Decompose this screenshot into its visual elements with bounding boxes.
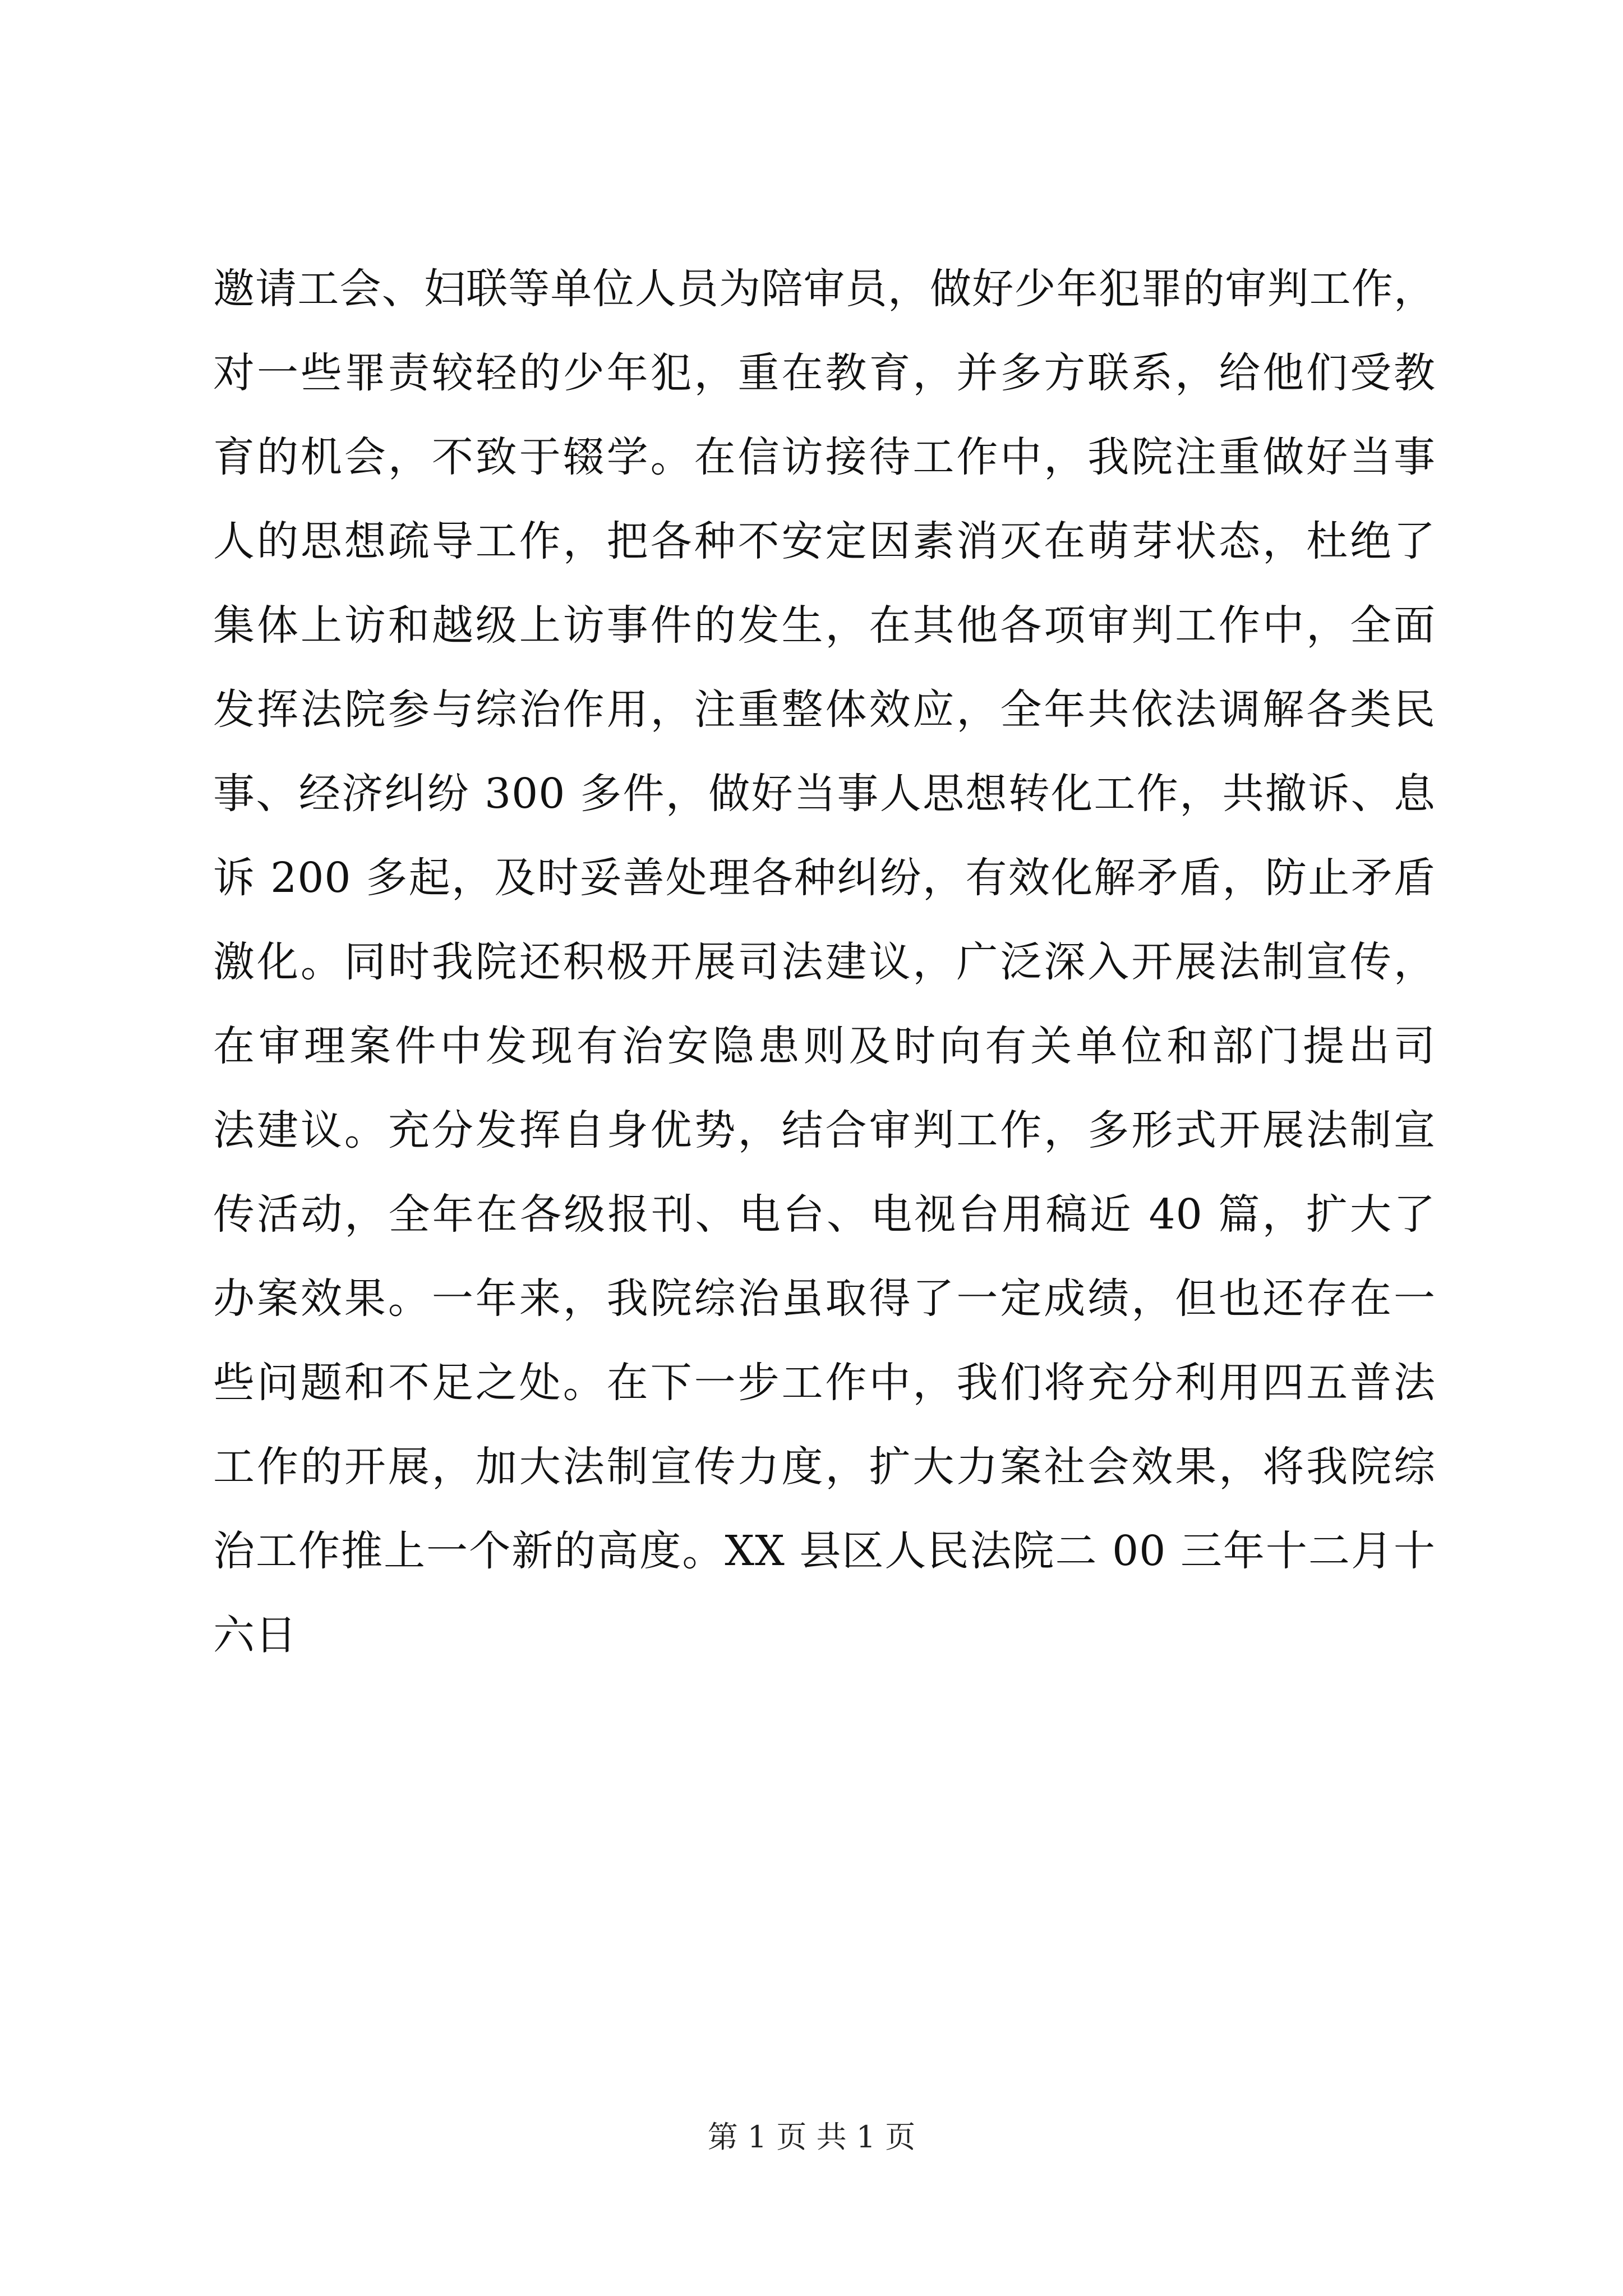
text-line: 治工作推上一个新的高度。XX 县区人民法院二 00 三年十二月十 xyxy=(213,1527,1436,1575)
text-line: 诉 200 多起，及时妥善处理各种纠纷，有效化解矛盾，防止矛盾 xyxy=(213,854,1436,902)
text-line: 发挥法院参与综治作用，注重整体效应，全年共依法调解各类民 xyxy=(213,685,1436,734)
text-line: 工作的开展，加大法制宣传力度，扩大力案社会效果，将我院综 xyxy=(213,1443,1436,1491)
document-body xyxy=(213,247,1436,1677)
text-line: 邀请工会、妇联等单位人员为陪审员，做好少年犯罪的审判工作， xyxy=(213,265,1436,313)
text-line-last: 六日 xyxy=(213,1611,297,1659)
text-line: 办案效果。一年来，我院综治虽取得了一定成绩，但也还存在一 xyxy=(213,1274,1436,1323)
page-number-label: 第 1 页 共 1 页 xyxy=(707,2119,916,2155)
text-line: 对一些罪责较轻的少年犯，重在教育，并多方联系，给他们受教 xyxy=(213,349,1436,397)
text-line: 法建议。充分发挥自身优势，结合审判工作，多形式开展法制宣 xyxy=(213,1106,1436,1154)
text-line: 激化。同时我院还积极开展司法建议，广泛深入开展法制宣传， xyxy=(213,938,1436,986)
page-footer xyxy=(0,2115,1623,2160)
text-line: 集体上访和越级上访事件的发生，在其他各项审判工作中，全面 xyxy=(213,601,1436,650)
text-line: 传活动，全年在各级报刊、电台、电视台用稿近 40 篇，扩大了 xyxy=(213,1190,1436,1239)
text-line: 些问题和不足之处。在下一步工作中，我们将充分利用四五普法 xyxy=(213,1359,1436,1407)
text-line: 事、经济纠纷 300 多件，做好当事人思想转化工作，共撤诉、息 xyxy=(213,770,1436,818)
text-line: 育的机会，不致于辍学。在信访接待工作中，我院注重做好当事 xyxy=(213,433,1436,481)
text-line: 在审理案件中发现有治安隐患则及时向有关单位和部门提出司 xyxy=(213,1022,1436,1070)
text-line: 人的思想疏导工作，把各种不安定因素消灭在萌芽状态，杜绝了 xyxy=(213,517,1436,565)
